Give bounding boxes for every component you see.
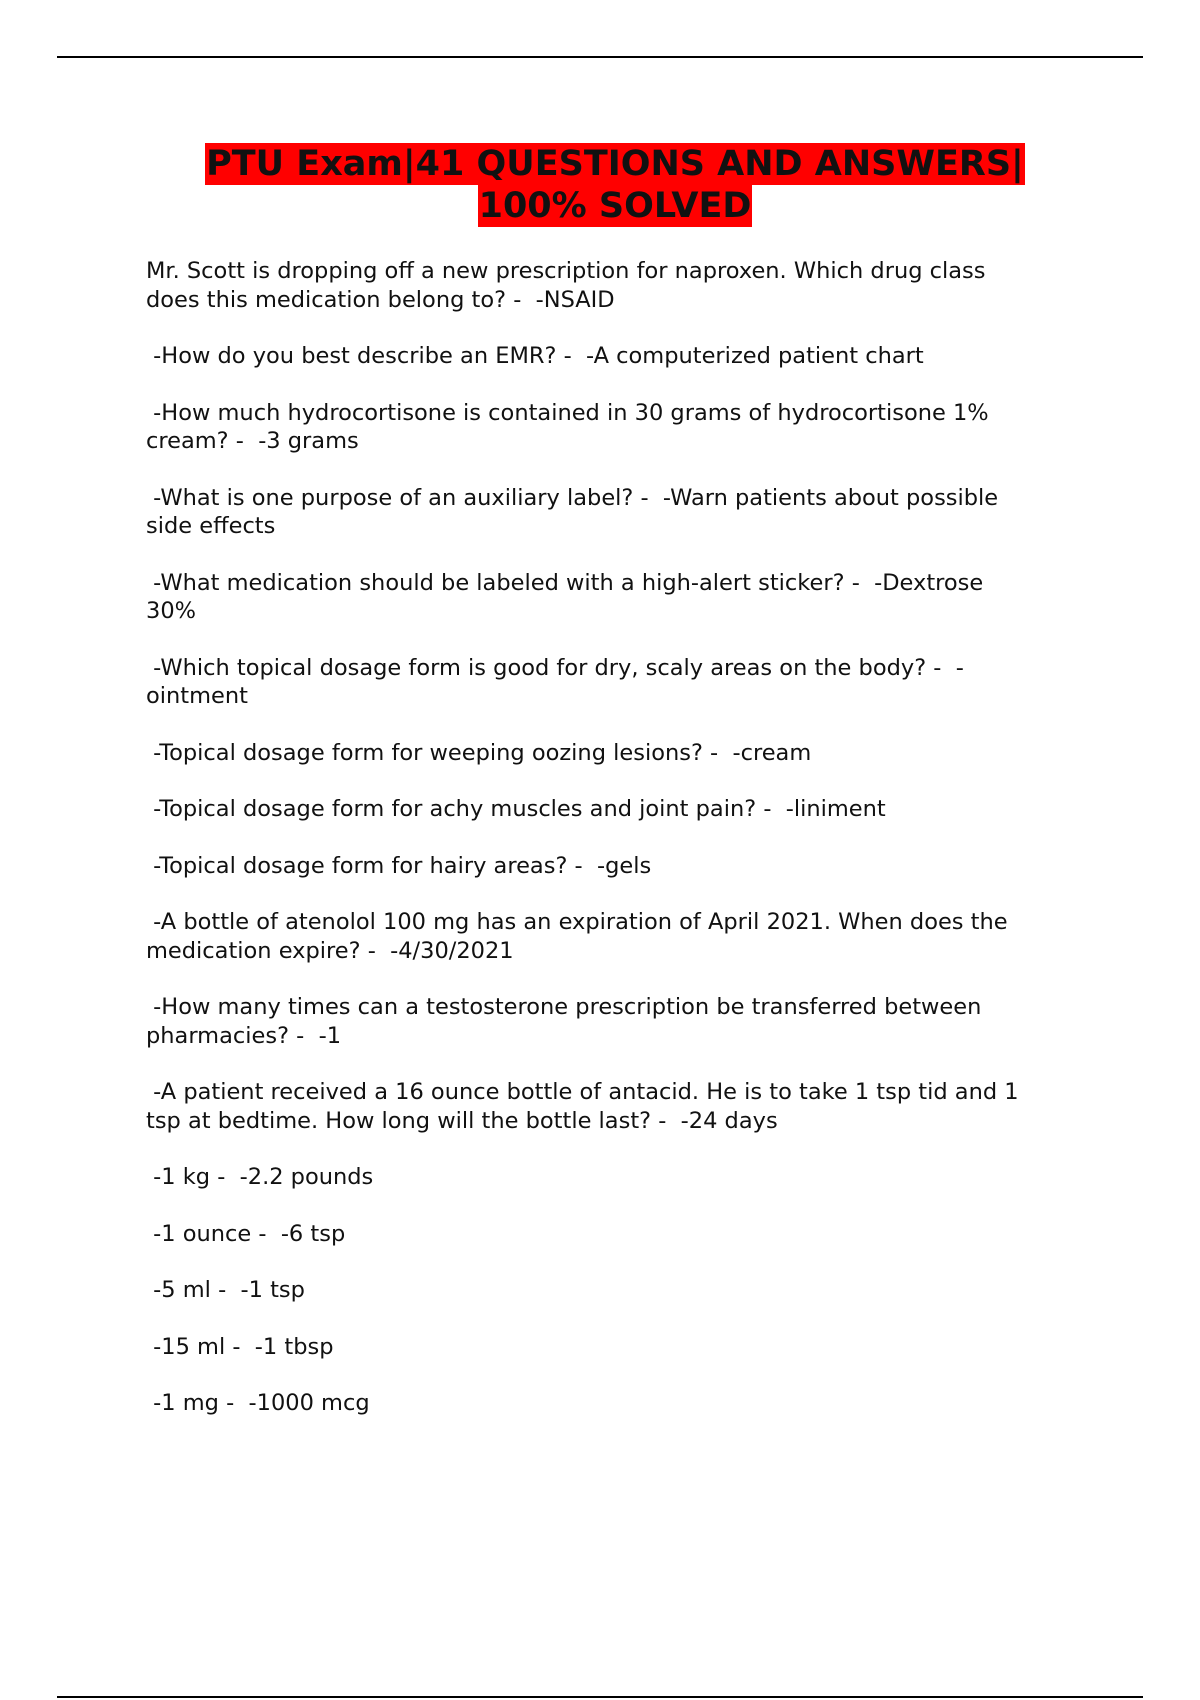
qa-item: -How much hydrocortisone is contained in 30 grams of hydrocortisone 1% cream? - -3 grams	[146, 399, 989, 454]
qa-item: -15 ml - -1 tbsp	[146, 1333, 334, 1360]
qa-item: Mr. Scott is dropping off a new prescription for naproxen. Which drug class does this medication belong to? - -NSAID	[146, 258, 986, 313]
document-title	[140, 143, 1090, 227]
qa-item: -How many times can a testosterone prescription be transferred between pharmacies? - -1	[146, 994, 982, 1049]
qa-item: -1 mg - -1000 mcg	[146, 1390, 370, 1416]
qa-item: -Which topical dosage form is good for dry, scaly areas on the body? - - ointment	[146, 654, 964, 709]
title-line-1: PTU Exam|41 QUESTIONS AND ANSWERS|	[206, 144, 1024, 184]
qa-item: -1 kg - -2.2 pounds	[146, 1164, 374, 1190]
title-line-2: 100% SOLVED	[478, 186, 752, 226]
qa-item: -Topical dosage form for achy muscles and joint pain? - -liniment	[146, 796, 886, 822]
qa-item: -What is one purpose of an auxiliary label? - -Warn patients about possible side effects	[146, 484, 999, 539]
top-rule	[57, 56, 1143, 58]
bottom-rule	[57, 1696, 1143, 1698]
qa-item: -A patient received a 16 ounce bottle of antacid. He is to take 1 tsp tid and 1 tsp at bedtime. How long will the bottle last? - -24 days	[146, 1079, 1019, 1134]
qa-item: -A bottle of atenolol 100 mg has an expiration of April 2021. When does the medication expire? - -4/30/2021	[146, 909, 1008, 964]
qa-item: -1 ounce - -6 tsp	[146, 1220, 346, 1247]
qa-item: -5 ml - -1 tsp	[146, 1277, 305, 1303]
qa-item: -Topical dosage form for weeping oozing lesions? - -cream	[146, 739, 812, 766]
qa-item: -Topical dosage form for hairy areas? - -gels	[146, 852, 652, 879]
qa-item: -What medication should be labeled with a high-alert sticker? - -Dextrose 30%	[146, 569, 984, 624]
qa-list	[146, 257, 1096, 1446]
qa-item: -How do you best describe an EMR? - -A computerized patient chart	[146, 343, 924, 369]
